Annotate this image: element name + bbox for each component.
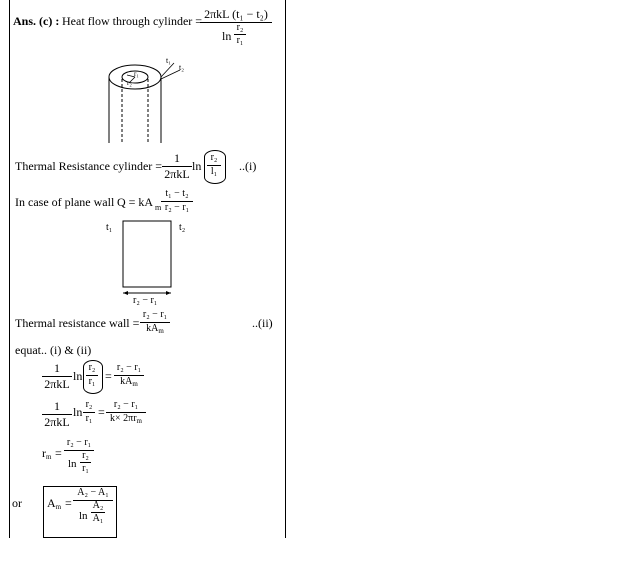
eq1-ratio-den: r₁ [88,375,96,387]
eq3-num: r₂ − r₁ [64,438,94,451]
thermal-wall-fraction [140,310,170,335]
eq2-den1: 2πkL [44,414,70,429]
cylinder-r1: r₁ [134,70,139,78]
tw-den: kA [146,322,159,334]
tw-num: r₂ − r₁ [140,310,170,323]
eq1-den1: 2πkL [44,376,70,391]
eq2-ratio-num: r₂ [83,400,95,413]
eq3-ratio-den: r₁ [82,463,89,474]
pw-num: t₁ − t₂ [161,189,193,202]
eq3-lhs-sub: m [46,453,52,461]
cylinder-t2: t₂ [179,63,185,72]
final-lhs-sub: m [55,503,62,511]
eq2-ratio-den: r₁ [85,412,93,424]
cylinder-t1: t₁ [166,56,172,65]
eq2-den2-sub: m [136,416,142,425]
eq2-ln: ln [73,405,83,419]
eq1-den2-sub: m [132,379,138,388]
wall-t1: t₁ [106,222,113,233]
equating-label: equat.. (i) & (ii) [15,343,92,357]
heat-ratio-den: r₁ [236,35,244,47]
thermal-wall-label: Thermal resistance wall = [15,316,140,330]
tc-den: 2πkL [164,166,190,181]
plane-wall-q: Q = kA [117,195,154,209]
eq3-equals: = [55,446,62,460]
eq2-num1: 1 [42,400,72,415]
final-equals: = [65,496,72,510]
final-ratio [91,501,105,525]
final-num: A₂ − A₁ [73,488,113,501]
eq1-num2: r₂ − r₁ [114,363,144,376]
tw-den-sub: m [158,326,164,335]
plane-wall-fraction [161,189,193,213]
eq2-ratio [83,400,95,424]
or-label: or [12,496,22,510]
final-fraction [73,488,113,530]
heat-ratio-num: r₂ [234,23,246,36]
heat-flow-numerator: 2πkL (t₁ − t₂) [200,8,272,23]
wall-t2: t₂ [179,222,186,233]
eq3-ln: ln [68,457,77,470]
tc-ratio [207,153,221,177]
eq1-ratio-num: r₂ [86,363,98,376]
eq2-num2: r₂ − r₁ [106,400,146,413]
eq1-fraction-left [42,362,72,390]
eq1-equals: = [105,369,112,383]
tc-num: 1 [162,152,192,167]
cylinder-r2: r₂ [127,79,132,87]
cylinder-diagram [100,55,190,150]
tc-ln: ln [192,159,202,173]
final-ratio-num: A₂ [91,501,105,514]
tc-ratio-den: l₁ [210,165,218,177]
eq1-den2: kA [120,375,133,387]
eq1-ln: ln [73,369,83,383]
plane-wall-q-sub: m [155,203,162,212]
wall-thickness: r₂ − r₁ [133,295,158,306]
heat-flow-ratio [234,23,246,47]
eq1-ratio [86,363,98,387]
answer-prefix: Ans. (c) : [13,14,60,28]
eq2-fraction-right [106,400,146,425]
eq1-num1: 1 [42,362,72,377]
thermal-cylinder-label: Thermal Resistance cylinder = [15,159,163,173]
heat-flow-ln: ln [222,28,232,43]
eq3-ratio [80,451,91,475]
tc-ratio-num: r₂ [207,153,221,166]
final-ratio-den: A₁ [92,513,104,524]
plane-wall-label: In case of plane wall [15,195,115,209]
heading-text: Heat flow through cylinder = [62,14,203,28]
eq1-fraction-right [114,363,144,388]
final-ln: ln [79,509,88,522]
heat-flow-fraction [200,8,272,50]
pw-den: r₂ − r₁ [164,201,190,213]
eq3-lhs: r [42,446,46,460]
eq2-equals: = [98,405,105,419]
eq2-fraction-left [42,400,72,428]
eq2-den2: k× 2πr [110,412,137,424]
eq3-fraction [64,438,94,478]
eq-number-ii: ..(ii) [252,316,273,330]
final-lhs: A [47,496,56,510]
thermal-cylinder-fraction [162,152,192,180]
eq3-ratio-num: r₂ [80,451,91,464]
eq-number-i: ..(i) [239,159,257,173]
